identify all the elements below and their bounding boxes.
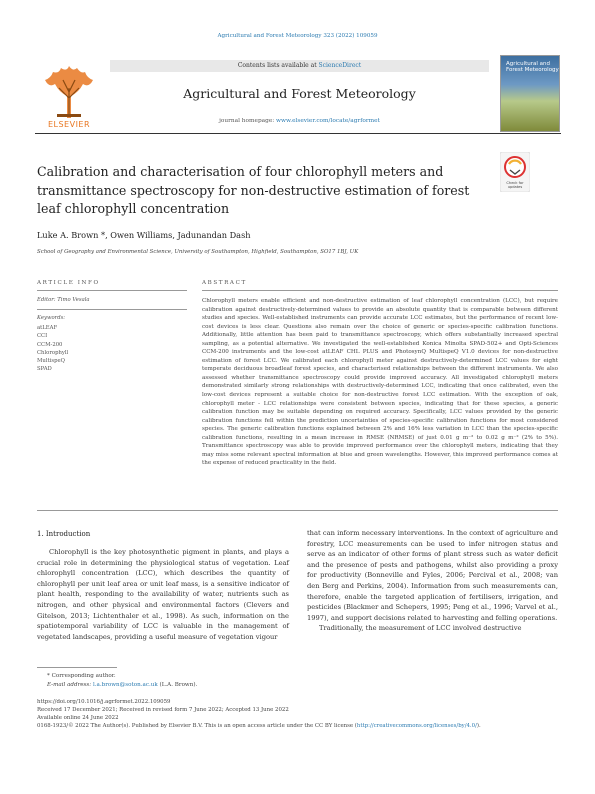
cover-title: Agricultural and Forest Meteorology	[506, 61, 559, 74]
contents-prefix: Contents lists available at	[237, 62, 319, 69]
journal-cover-thumbnail[interactable]	[500, 55, 560, 132]
elsevier-tree-logo	[37, 58, 101, 120]
keyword: Chlorophyll	[37, 349, 69, 356]
paragraph: Traditionally, the measurement of LCC involved destructive	[319, 624, 522, 633]
license-prefix: 0168-1923/© 2022 The Author(s). Published by Elsevier B.V. This is an open access article under the CC BY license (	[37, 723, 357, 729]
intro-paragraph-right	[307, 528, 558, 634]
license-suffix: ).	[476, 723, 481, 729]
email-note	[47, 682, 197, 688]
check-for-updates-badge[interactable]	[500, 152, 530, 192]
email-label: E-mail address:	[47, 682, 93, 688]
email-suffix: (L.A. Brown).	[157, 682, 198, 688]
homepage-link[interactable]: www.elsevier.com/locate/agrformet	[276, 118, 380, 124]
author-affiliation: School of Geography and Environmental Science, University of Southampton, Highfield, Southampton, SO17 1BJ, UK	[37, 249, 359, 255]
license-link[interactable]: http://creativecommons.org/licenses/by/4.0/	[356, 723, 477, 729]
divider	[202, 290, 558, 291]
abstract-heading: ABSTRACT	[202, 280, 247, 286]
contents-line	[110, 60, 489, 72]
elsevier-wordmark: ELSEVIER	[47, 120, 91, 129]
divider	[37, 290, 187, 291]
received-dates: Received 17 December 2021; Received in revised form 7 June 2022; Accepted 13 June 2022	[37, 707, 289, 713]
keyword: MultispeQ	[37, 358, 65, 365]
section-heading-introduction: 1. Introduction	[37, 530, 91, 538]
available-online: Available online 24 June 2022	[37, 715, 119, 721]
keywords-list	[37, 324, 68, 374]
footnote-rule	[37, 667, 117, 668]
divider	[37, 309, 187, 310]
journal-citation-link[interactable]: Agricultural and Forest Meteorology 323 (2022) 109059	[217, 33, 378, 39]
keywords-heading: Keywords:	[37, 315, 66, 321]
license-statement	[37, 723, 558, 729]
check-updates-label: Check for updates	[506, 181, 524, 189]
author-list: Luke A. Brown *, Owen Williams, Jadunandan Dash	[37, 230, 251, 240]
homepage-prefix: journal homepage:	[219, 118, 277, 124]
keyword: CCM-200	[37, 341, 63, 348]
paragraph: that can inform necessary interventions. In the context of agriculture and forestry, LCC measurements can be used to infer nitrogen status and serve as an indicator of other forms of plant stress such as water deficit and the presence of pests and pathogens, whilst also providing a proxy for productivity (Bonneville and Fyles, 2006; Percival et al., 2008; van den Berg and Perkins, 2004). Information from such measurements can, therefore, enable the targeted application of fertilisers, irrigation, and pesticides (Blackmer and Schepers, 1995; Peng et al., 1996; Varvel et al., 1997), and support decisions related to harvesting and felling operations.	[307, 529, 558, 622]
edited-by: Editor: Timo Vesala	[37, 297, 90, 303]
article-title: Calibration and characterisation of four chlorophyll meters and transmittance spectroscopy for non-destructive estimation of forest leaf chlorophyll concentration	[37, 164, 470, 216]
journal-homepage	[110, 118, 489, 124]
corresponding-author-note: * Corresponding author.	[47, 673, 116, 679]
divider	[37, 510, 558, 511]
email-link[interactable]: l.a.brown@soton.ac.uk	[92, 682, 158, 688]
intro-paragraph-left: Chlorophyll is the key photosynthetic pigment in plants, and plays a crucial role in determining the physiological status of vegetation. Leaf chlorophyll concentration (LCC), which describes the quantity of chlorophyll per unit leaf area or unit leaf mass, is a sensitive indicator of plant health, responding to the availability of water, nutrients such as nitrogen, and other physical and environmental factors (Clevers and Gitelson, 2013; Lichtenthaler et al., 1998). As such, information on the spatiotemporal variability of LCC is valuable in the management of vegetated landscapes, providing a useful measure of vegetation vigour	[37, 548, 289, 641]
keyword: CCI	[37, 333, 48, 340]
doi-link[interactable]: https://doi.org/10.1016/j.agrformet.2022.109059	[37, 699, 171, 705]
keyword: atLEAF	[37, 325, 58, 331]
article-info-heading: ARTICLE INFO	[37, 280, 100, 286]
journal-title: Agricultural and Forest Meteorology	[183, 86, 416, 101]
abstract-text: Chlorophyll meters enable efficient and non-destructive estimation of leaf chlorophyll concentration (LCC), but require calibration against destructively-determined values to provide an absolute quantity that is comparable between different studies and species. Well-established instruments can provide accurate LCC estimates, but the performance of recent low-cost devices is less clear. Questions also remain over the choice of generic or species-specific calibration functions. Additionally, little attention has been paid to transmittance spectroscopy, which offers substantially increased spectral sampling, as a potential alternative. We investigated the well-established Konica Minolta SPAD-502+ and Opti-Sciences CCM-200 instruments and the low-cost atLEAF CHL PLUS and PhotosynQ MultispeQ V1.0 devices for non-destructive estimation of forest LCC. We calibrated each chlorophyll meter against destructively-determined LCC values for eight temperate deciduous broadleaf forest species, and characterised relationships between the different instruments. We also assessed whether transmittance spectroscopy could provide improved accuracy. All investigated chlorophyll meters demonstrated similarly strong relationships with destructively-determined LCC, indicating that once calibrated, even the low-cost devices represent a suitable choice for non-destructive forest LCC estimation. With the exception of oak, chlorophyll meter - LCC relationships were consistent between species, indicating that for these species, a generic calibration function may be suitable depending on required accuracy. Specifically, LCC values provided by the generic calibration functions fell within the prediction uncertainties of species-specific calibration functions for most considered species. The generic calibration functions explained between 2% and 16% less variation in LCC than the species-specific calibration functions, resulting in a mean increase in RMSE (NRMSE) of just 0.01 g m⁻² to 0.02 g m⁻² (2% to 5%). Transmittance spectroscopy was able to provide improved performance over the chlorophyll meters, indicating that they may miss some relevant spectral information at blue and green wavelengths. However, this improved performance comes at the expense of reduced practicality in the field.	[202, 298, 558, 467]
keyword: SPAD	[37, 366, 52, 373]
sciencedirect-link[interactable]: ScienceDirect	[318, 62, 362, 69]
